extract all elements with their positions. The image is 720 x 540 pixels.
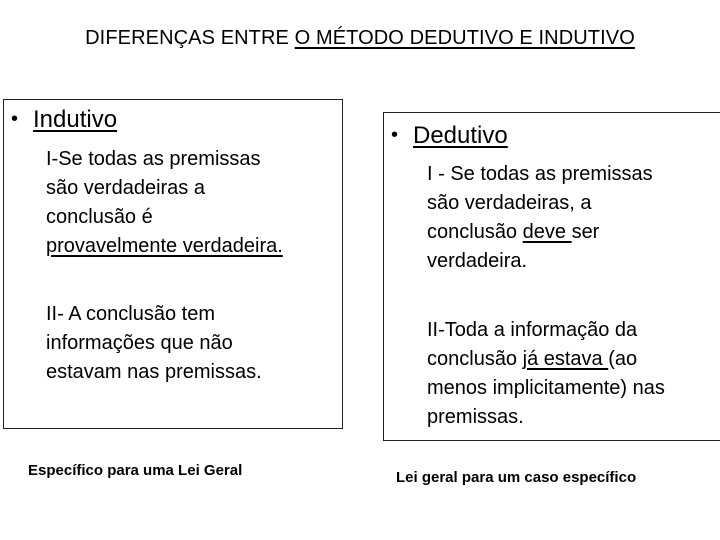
deductive-p1-emphasis: deve <box>522 221 572 243</box>
deductive-p1-line4: verdadeira. <box>427 250 528 272</box>
inductive-p1-line4: provavelmente verdadeira. <box>46 235 283 257</box>
deductive-heading <box>391 122 508 150</box>
inductive-p1-line1: I-Se todas as premissas <box>46 148 261 170</box>
slide-title <box>0 27 720 50</box>
inductive-heading <box>11 106 117 134</box>
inductive-p2-line3: estavam nas premissas. <box>46 361 262 383</box>
bullet-icon: • <box>11 108 19 130</box>
deductive-heading-label: Dedutivo <box>413 122 508 149</box>
deductive-p2-emphasis: já estava <box>522 348 609 370</box>
deductive-p2-line1: II-Toda a informação da <box>427 319 638 341</box>
inductive-p2-line1: II- A conclusão tem <box>46 303 215 325</box>
deductive-p1-line1: I - Se todas as premissas <box>427 163 653 185</box>
deductive-caption: Lei geral para um caso específico <box>396 469 637 486</box>
title-lead: DIFERENÇAS ENTRE <box>85 27 295 49</box>
inductive-p1-line3: conclusão é <box>46 206 153 228</box>
deductive-p2-line2 <box>427 345 665 374</box>
inductive-p2-line2: informações que não <box>46 332 233 354</box>
deductive-p2-line4: premissas. <box>427 406 524 428</box>
inductive-point-1 <box>46 145 283 261</box>
inductive-p1-line2: são verdadeiras a <box>46 177 205 199</box>
deductive-p1-line3-pre: conclusão <box>427 221 523 243</box>
bullet-icon: • <box>391 124 399 146</box>
deductive-p2-line2-post: (ao <box>608 348 638 370</box>
deductive-point-1 <box>427 160 653 276</box>
inductive-point-2 <box>46 300 262 387</box>
deductive-p2-line2-pre: conclusão <box>427 348 523 370</box>
title-underlined: O MÉTODO DEDUTIVO E INDUTIVO <box>294 27 635 49</box>
deductive-p1-line3 <box>427 218 653 247</box>
deductive-point-2 <box>427 316 665 432</box>
deductive-p2-line3: menos implicitamente) nas <box>427 377 665 399</box>
inductive-heading-label: Indutivo <box>33 106 118 133</box>
deductive-p1-line3-post: ser <box>571 221 600 243</box>
deductive-p1-line2: são verdadeiras, a <box>427 192 592 214</box>
inductive-caption: Específico para uma Lei Geral <box>28 462 243 479</box>
